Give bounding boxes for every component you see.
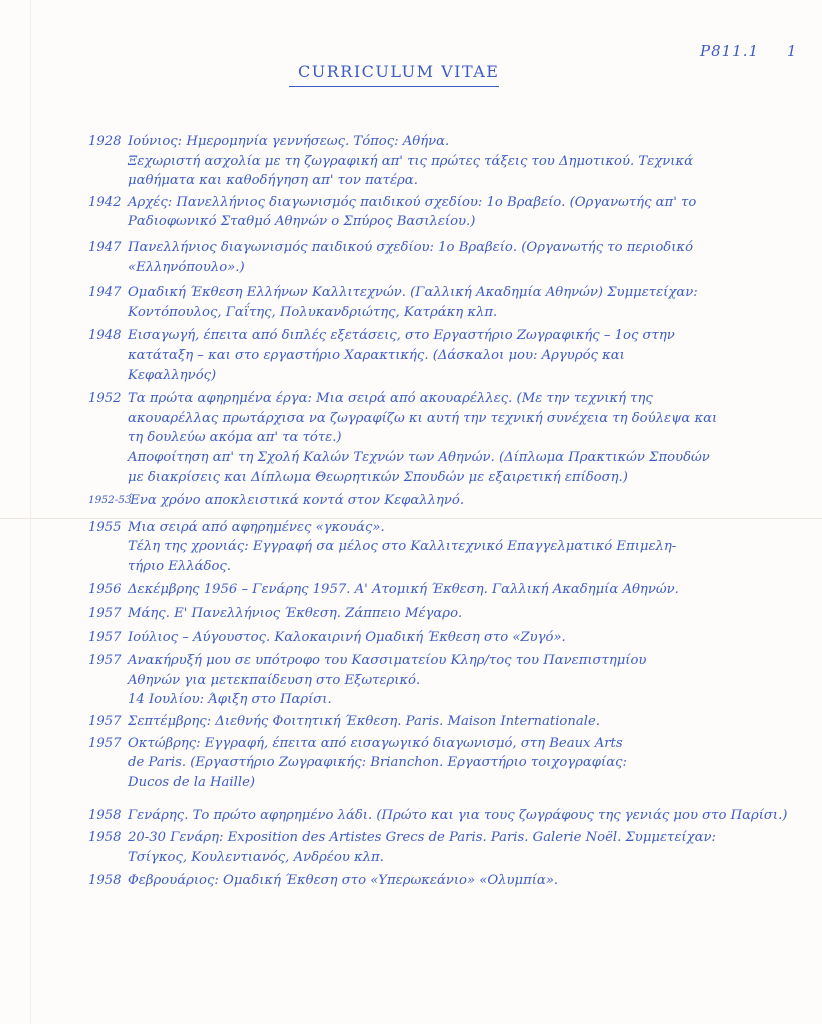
entry-year: 1947 xyxy=(88,285,122,301)
cv-entry xyxy=(88,193,788,232)
entry-line: τη δουλεύω ακόμα απ' τα τότε.) xyxy=(128,430,342,446)
entry-year: 1948 xyxy=(88,328,122,344)
entry-line: Ξεχωριστή ασχολία με τη ζωγραφική απ' τις πρώτες τάξεις του Δημοτικού. Τεχνικά xyxy=(128,153,693,169)
cv-entry xyxy=(88,132,788,191)
entry-line: Γενάρης. Το πρώτο αφηρημένο λάδι. (Πρώτο και για τους ζωγράφους της γενιάς μου στο Παρίσι.) xyxy=(128,808,788,824)
entry-line: κατάταξη – και στο εργαστήριο Χαρακτικής. (Δάσκαλοι μου: Αργυρός και xyxy=(128,347,625,363)
entry-year: 1958 xyxy=(88,873,122,889)
entry-line: Αρχές: Πανελλήνιος διαγωνισμός παιδικού σχεδίου: 1ο Βραβείο. (Οργανωτής απ' το xyxy=(128,194,697,210)
entry-line: Τέλη της χρονιάς: Εγγραφή σα μέλος στο Καλλιτεχνικό Επαγγελματικό Επιμελη- xyxy=(128,539,677,555)
cv-entry xyxy=(88,806,788,826)
cv-entry xyxy=(88,604,788,624)
entry-line: Εισαγωγή, έπειτα από διπλές εξετάσεις, στο Εργαστήριο Ζωγραφικής – 1ος στην xyxy=(128,328,675,344)
cv-entries xyxy=(88,132,788,891)
cv-entry xyxy=(88,580,788,600)
entry-line: Αποφοίτηση απ' τη Σχολή Καλών Τεχνών των Αθηνών. (Δίπλωμα Πρακτικών Σπουδών xyxy=(128,449,710,465)
cv-entry xyxy=(88,389,788,487)
entry-line: Ομαδική Έκθεση Ελλήνων Καλλιτεχνών. (Γαλλική Ακαδημία Αθηνών) Συμμετείχαν: xyxy=(128,285,698,301)
cv-entry xyxy=(88,651,788,710)
entry-line: με διακρίσεις και Δίπλωμα Θεωρητικών Σπουδών με εξαιρετική επίδοση.) xyxy=(128,469,628,485)
entry-line: Φεβρουάριος: Ομαδική Έκθεση στο «Υπερωκεάνιο» «Ολυμπία». xyxy=(128,873,559,889)
entry-line: Μάης. Ε' Πανελλήνιος Έκθεση. Ζάππειο Μέγαρο. xyxy=(128,606,463,622)
entry-line: μαθήματα και καθοδήγηση απ' τον πατέρα. xyxy=(128,173,418,189)
entry-line: Κεφαλληνός) xyxy=(128,367,217,383)
entry-year: 1952 xyxy=(88,391,122,407)
entry-line: Ανακήρυξή μου σε υπότροφο του Κασσιματείου Κληρ/τος του Πανεπιστημίου xyxy=(128,653,647,669)
cv-entry xyxy=(88,712,788,732)
cv-entry xyxy=(88,734,788,793)
entry-year: 1955 xyxy=(88,519,122,535)
entry-line: Ducos de la Haille) xyxy=(128,774,256,790)
entry-year: 1956 xyxy=(88,582,122,598)
reference-code-text: P811.1 xyxy=(700,42,760,60)
document-title: CURRICULUM VITAE xyxy=(298,62,500,81)
entry-line: ακουαρέλλας πρωτάρχισα να ζωγραφίζω κι αυτή την τεχνική συνέχεια τη δούλεψα και xyxy=(128,410,718,426)
entry-line: Αθηνών για μετεκπαίδευση στο Εξωτερικό. xyxy=(128,672,421,688)
entry-line: Ιούλιος – Αύγουστος. Καλοκαιρινή Ομαδική Έκθεση στο «Ζυγό». xyxy=(128,629,566,645)
entry-line: Σεπτέμβρης: Διεθνής Φοιτητική Έκθεση. Paris. Maison Internationale. xyxy=(128,714,600,730)
entry-year: 1957 xyxy=(88,629,122,645)
entry-line: Ιούνιος: Ημερομηνία γεννήσεως. Τόπος: Αθήνα. xyxy=(128,134,450,149)
cv-entry xyxy=(88,518,788,577)
entry-year: 1957 xyxy=(88,653,122,669)
entry-year: 1952-53 xyxy=(88,494,132,507)
entry-line: Κοντόπουλος, Γαΐτης, Πολυκανδριώτης, Κατράκη κλπ. xyxy=(128,304,498,320)
entry-year: 1942 xyxy=(88,194,122,210)
cv-entry xyxy=(88,628,788,648)
entry-year: 1957 xyxy=(88,735,122,751)
entry-year: 1947 xyxy=(88,239,122,255)
entry-line: Ραδιοφωνικό Σταθμό Αθηνών ο Σπύρος Βασιλείου.) xyxy=(128,214,476,230)
entry-year: 1928 xyxy=(88,134,122,149)
entry-line: Ένα χρόνο αποκλειστικά κοντά στον Κεφαλληνό. xyxy=(128,493,465,509)
cv-entry xyxy=(88,491,788,511)
entry-line: Πανελλήνιος διαγωνισμός παιδικού σχεδίου: 1ο Βραβείο. (Οργανωτής το περιοδικό xyxy=(128,239,694,255)
entry-year: 1957 xyxy=(88,606,122,622)
entry-year: 1958 xyxy=(88,830,122,845)
entry-year: 1957 xyxy=(88,714,122,730)
cv-entry xyxy=(88,871,788,891)
cv-entry xyxy=(88,326,788,385)
entry-line: Τα πρώτα αφηρημένα έργα: Μια σειρά από ακουαρέλλες. (Με την τεχνική της xyxy=(128,391,653,407)
entry-line: de Paris. (Εργαστήριο Ζωγραφικής: Brianchon. Εργαστήριο τοιχογραφίας: xyxy=(128,755,627,771)
paper-edge-line xyxy=(30,0,31,1024)
entry-line: Μια σειρά από αφηρημένες «γκουάς». xyxy=(128,519,385,535)
cv-entry xyxy=(88,238,788,277)
entry-line: τήριο Ελλάδος. xyxy=(128,558,231,574)
entry-year: 1958 xyxy=(88,808,122,824)
title-underline xyxy=(289,86,499,87)
page-number: 1 xyxy=(786,42,798,60)
entry-line: «Ελληνόπουλο».) xyxy=(128,259,245,275)
entry-line: 14 Ιουλίου: Άφιξη στο Παρίσι. xyxy=(128,692,332,708)
cv-entry xyxy=(88,283,788,322)
entry-line: Τσίγκος, Κουλεντιανός, Ανδρέου κλπ. xyxy=(128,849,384,865)
entry-line: Δεκέμβρης 1956 – Γενάρης 1957. Α' Ατομική Έκθεση. Γαλλική Ακαδημία Αθηνών. xyxy=(128,582,679,598)
cv-entry xyxy=(88,828,788,867)
reference-code xyxy=(700,42,797,60)
entry-line: Οκτώβρης: Εγγραφή, έπειτα από εισαγωγικό διαγωνισμό, στη Beaux Arts xyxy=(128,735,623,751)
entry-line: 20-30 Γενάρη: Exposition des Artistes Grecs de Paris. Paris. Galerie Noël. Συμμετείχαν: xyxy=(128,830,716,845)
